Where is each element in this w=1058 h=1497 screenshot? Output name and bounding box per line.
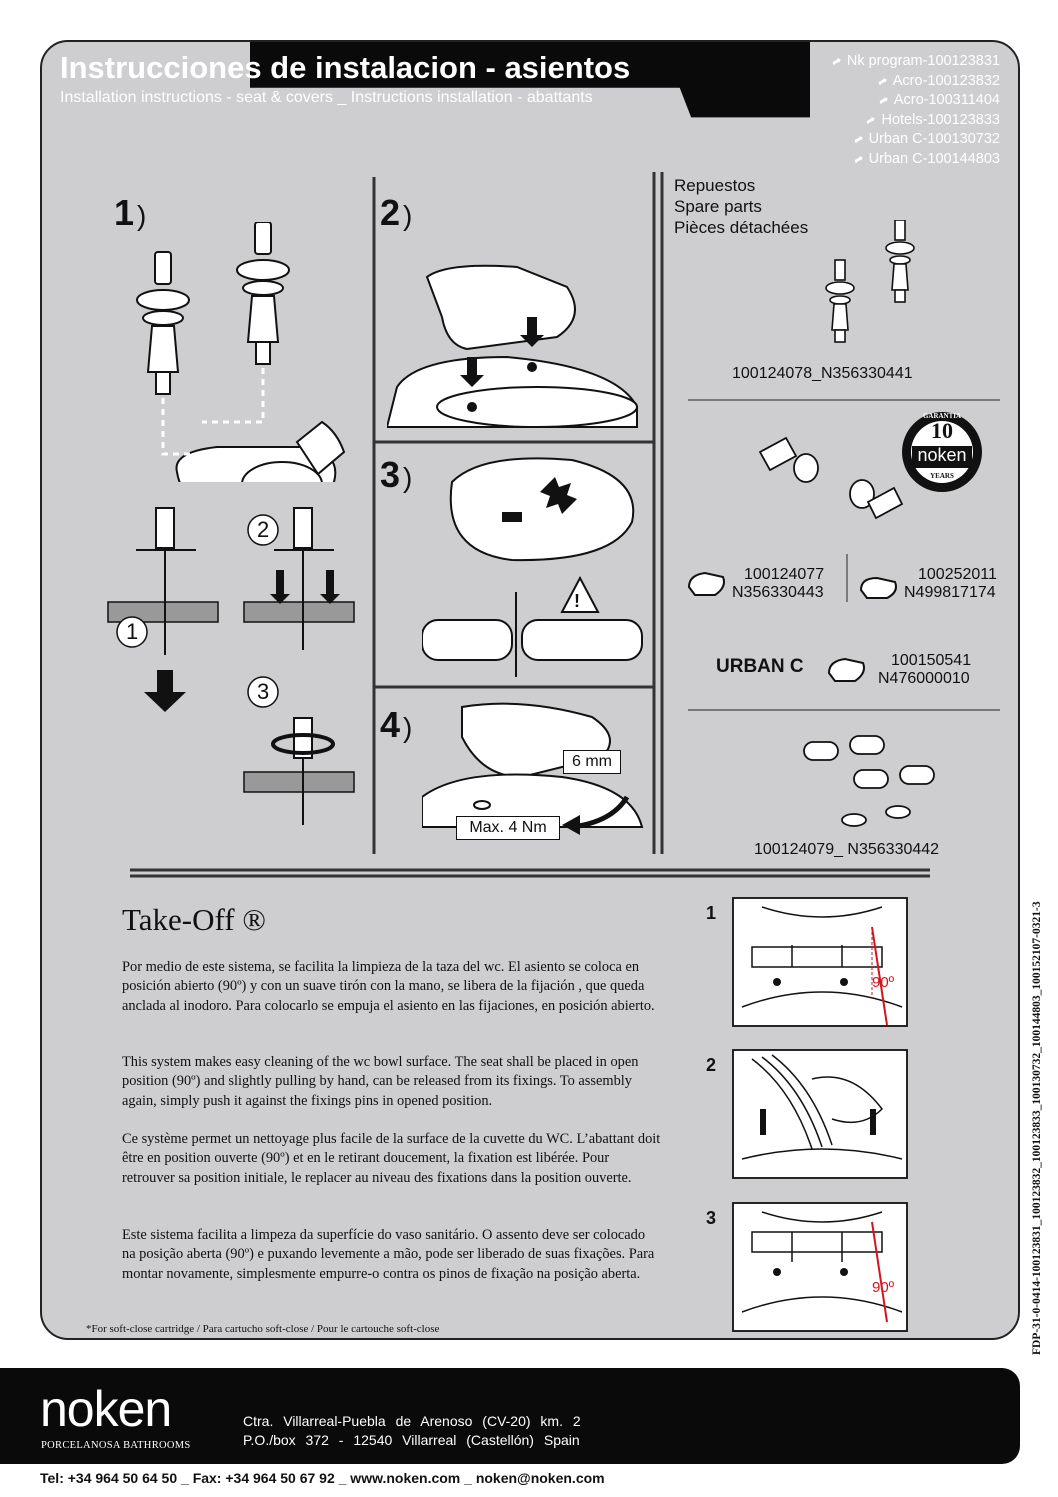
model-item: ➦ Acro-100123832 [832,72,1000,92]
footer-brand-sub: PORCELANOSA BATHROOMS [41,1440,191,1451]
buffers-icon [794,732,984,832]
arrow-icon: ➦ [863,111,879,129]
spares-title-fr: Pièces détachées [674,218,809,237]
model-list [828,52,1000,170]
fixing-part-code: 100124078_N356330441 [732,365,913,382]
footer-band [0,1368,1020,1464]
substep-3-number: 3 [257,679,270,704]
hinge-a-code2: N356330443 [732,584,824,601]
hinge-parts-icon [752,432,912,532]
takeoff-step-2: 2 [706,1055,717,1075]
takeoff-text-pt: Este sistema facilita a limpeza da superfície do vaso sanitário. O assento deve ser colocado na posição aberta (90º) e puxando levemente a mão, pode ser liberado de suas fixações. Para montar novamente, simplesmente empurre-o contra os pinos de fixação na posição aberta. [122,1227,655,1282]
takeoff-text-fr: Ce système permet un nettoyage plus facile de la surface de la cuvette du WC. L’abattant doit être en position ouverte (90º) et en le retirant doucement, la fixation est libérée. Pour retrouver sa position initiale, le replacer au niveau des fixations dans la position ouverte. [122,1131,661,1186]
model-item: ➦ Nk program-100123831 [832,52,1000,72]
substep-2-number: 2 [257,517,270,542]
takeoff-step-1-illustration [732,897,908,1027]
step-3-illustration [422,452,652,682]
hinge-a-icon [685,567,729,601]
guarantee-brand: noken [917,445,967,465]
takeoff-text-en: This system makes easy cleaning of the wc bowl surface. The seat shall be placed in open position (90º) and slightly pulling by hand, can be released from its fixings. To assembly again, simply push it against the fixings pins in opened position. [122,1054,639,1109]
footer-address-1: Ctra. Villarreal-Puebla de Arenoso (CV-20) km. 2 [243,1413,581,1429]
model-item: ➦ Urban C-100144803 [832,150,1000,170]
urban-code2: N476000010 [878,670,970,687]
spares-title-es: Repuestos [674,176,756,195]
substep-1-number: 1 [126,619,139,644]
model-item: ➦ Urban C-100130732 [832,130,1000,150]
hinge-b-code2: N499817174 [904,584,996,601]
urban-code1: 100150541 [891,652,972,669]
step-1-label: 1 ) [114,192,147,233]
step-3-label: 3 ) [380,454,413,495]
arrow-icon: ➦ [850,130,867,149]
hinge-a-code1: 100124077 [744,566,825,583]
guarantee-top-text: GARANTIA [922,412,962,420]
takeoff-step-1: 1 [706,903,717,923]
takeoff-step-3: 3 [706,1208,717,1228]
step-4-label: 4 ) [380,704,413,745]
takeoff-angle-3: 90º [872,1279,895,1296]
page-subtitle: Installation instructions - seat & covers _ Instructions installation - abattants [60,89,593,106]
instruction-panel [40,40,1020,1340]
fixing-bolts-icon [822,220,922,360]
step-1-illustration [122,222,362,482]
takeoff-angle-1: 90º [872,974,895,991]
step-2-illustration [387,257,652,437]
hinge-b-code1: 100252011 [918,566,997,583]
arrow-icon: ➦ [875,91,892,109]
arrow-icon: ➦ [828,52,845,70]
guarantee-years-label: YEARS [930,472,954,480]
wrench-size-label: 6 mm [563,750,621,774]
model-item: ➦ Hotels-100123833 [832,111,1000,131]
bolt-fixing-illustration [106,500,376,840]
arrow-icon: ➦ [850,150,867,168]
takeoff-step-2-illustration [732,1049,908,1179]
arrow-icon: ➦ [874,72,891,90]
page-title: Instrucciones de instalacion - asientos [60,50,631,85]
hinge-b-icon [857,572,901,602]
footnote: *For soft-close cartridge / Para cartucho soft-close / Pour le cartouche soft-close [86,1323,440,1335]
document-code: FDP-31-0-0414-100123831_100123832_100123833_100130732_100144803_100152107-0321-3 [1031,901,1043,1355]
svg-text:!: ! [574,591,580,611]
takeoff-text-es: Por medio de este sistema, se facilita la limpieza de la taza del wc. El asiento se coloca en posición abierto (90º) y con un suave tirón con la mano, se libera de la fijación , que queda anclada al inodoro. Para colocarlo se empuja el asiento en las fijaciones, en posición abierto. [122,959,655,1014]
model-item: ➦ Acro-100311404 [832,91,1000,111]
urban-hinge-icon [825,647,869,687]
footer-address-2: P.O./box 372 - 12540 Villarreal (Castellón) Spain [243,1432,580,1448]
footer-brand-logo: noken [40,1381,172,1437]
footer-contact: Tel: +34 964 50 64 50 _ Fax: +34 964 50 67 92 _ www.noken.com _ noken@noken.com [40,1470,605,1486]
takeoff-step-3-illustration [732,1202,908,1332]
takeoff-title: Take-Off ® [122,902,266,937]
guarantee-years-number: 10 [931,418,953,443]
buffers-code: 100124079_ N356330442 [754,841,940,858]
urban-label: URBAN C [716,656,804,677]
max-torque-label: Max. 4 Nm [456,816,560,840]
step-2-label: 2 ) [380,192,413,233]
spares-title-en: Spare parts [674,197,762,216]
